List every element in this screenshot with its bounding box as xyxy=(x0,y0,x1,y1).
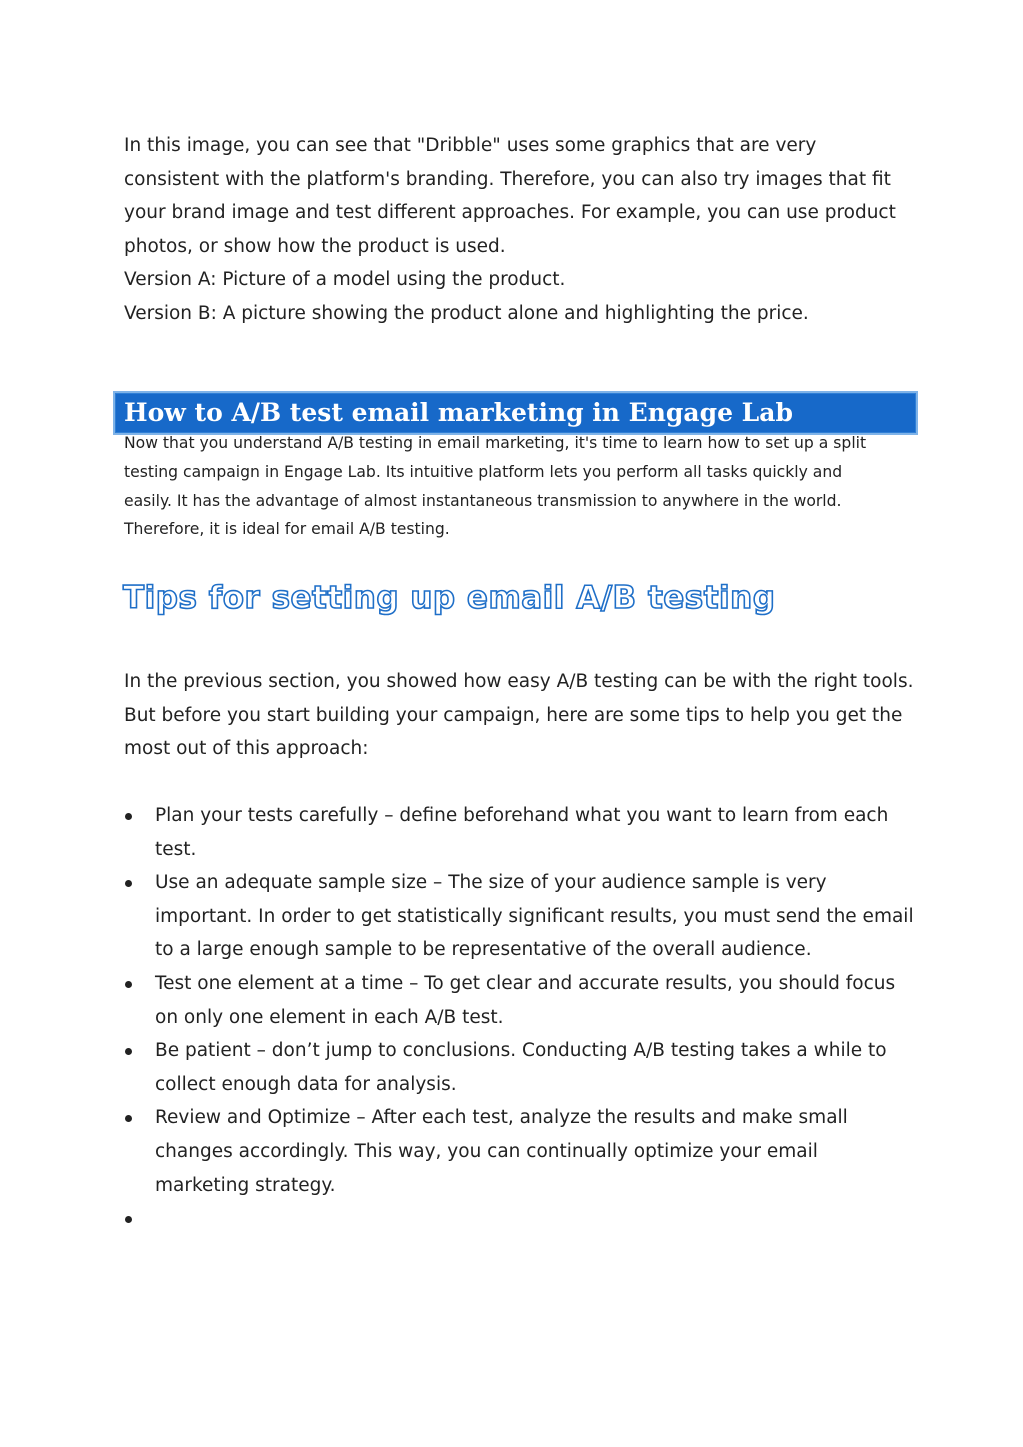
bullet-icon xyxy=(125,1115,132,1122)
tips-intro-paragraph: In the previous section, you showed how easy A/B testing can be with the right tools. But before you start building your campaign, here are some tips to help you get the most out of this approach: xyxy=(124,671,914,760)
bullet-icon xyxy=(125,1216,132,1223)
bullet-icon xyxy=(125,813,132,820)
list-item-text: Use an adequate sample size – The size of your audience sample is very important. In order to get statistically significant results, you must send the email to a large enough sample to be representative of the overall audience. xyxy=(155,872,914,961)
list-item xyxy=(124,967,914,1034)
list-item xyxy=(124,866,914,967)
intro-paragraph: In this image, you can see that "Dribble" uses some graphics that are very consistent with the platform's branding. Therefore, you can also try images that fit your brand image and test different approaches. For example, you can use product photos, or show how the product is used. xyxy=(124,135,896,257)
intro-section xyxy=(124,129,914,331)
list-item xyxy=(124,1034,914,1101)
list-item xyxy=(124,1101,914,1202)
bullet-icon xyxy=(125,981,132,988)
list-item-text: Plan your tests carefully – define beforehand what you want to learn from each test. xyxy=(155,805,889,860)
tips-list xyxy=(124,799,914,1236)
list-item-text: Test one element at a time – To get clear and accurate results, you should focus on only one element in each A/B test. xyxy=(155,972,896,1028)
bullet-icon xyxy=(125,1048,132,1055)
list-item xyxy=(124,1202,914,1236)
bullet-icon xyxy=(125,880,132,887)
version-a-line: Version A: Picture of a model using the product. xyxy=(124,269,566,291)
list-item xyxy=(124,799,914,866)
tips-heading: Tips for setting up email A/B testing xyxy=(123,580,776,616)
list-item-text: Be patient – don’t jump to conclusions. Conducting A/B testing takes a while to collect enough data for analysis. xyxy=(155,1040,887,1095)
engage-lab-heading: How to A/B test email marketing in Engage Lab xyxy=(113,391,918,435)
engage-lab-paragraph: Now that you understand A/B testing in email marketing, it's time to learn how to set up a split testing campaign in Engage Lab. Its intuitive platform lets you perform all tasks quickly and easily. It has the advantage of almost instantaneous transmission to anywhere in the world. Therefore, it is ideal for email A/B testing. xyxy=(124,434,867,539)
list-item-text: Review and Optimize – After each test, analyze the results and make small changes accordingly. This way, you can continually optimize your email marketing strategy. xyxy=(155,1107,848,1196)
version-b-line: Version B: A picture showing the product alone and highlighting the price. xyxy=(124,302,809,324)
